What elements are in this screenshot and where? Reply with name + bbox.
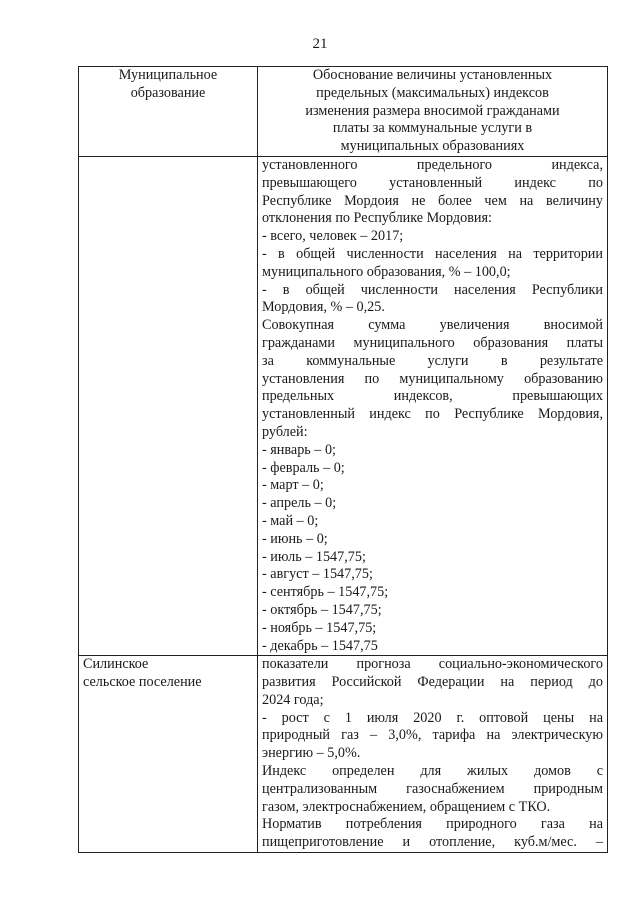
table-row <box>79 656 608 853</box>
header-justification-line: Обоснование величины установленных <box>312 67 553 83</box>
text-line: - декабрь – 1547,75 <box>262 637 378 654</box>
text-line: установленного предельного индекса, <box>262 156 603 173</box>
text-line: - март – 0; <box>262 477 324 494</box>
text-line: - октябрь – 1547,75; <box>262 601 382 618</box>
text-line: рублей: <box>262 423 308 440</box>
text-line: - февраль – 0; <box>262 459 345 476</box>
municipality-name-line: Силинское <box>83 656 149 673</box>
text-line: - май – 0; <box>262 512 319 529</box>
header-justification-line: предельных (максимальных) индексов <box>316 84 549 101</box>
text-line: за коммунальные услуги в результате <box>262 352 603 369</box>
text-line: централизованным газоснабжением природным <box>262 780 603 797</box>
text-line: муниципального образования, % – 100,0; <box>262 263 511 280</box>
text-line: - июль – 1547,75; <box>262 548 366 565</box>
text-line: природный газ – 3,0%, тарифа на электрическую <box>262 727 603 744</box>
indices-table <box>78 66 608 853</box>
text-line: - в общей численности населения Республики <box>262 281 603 298</box>
header-justification-line: изменения размера вносимой гражданами <box>305 102 560 119</box>
text-line: установленный индекс по Республике Мордовия, <box>262 406 603 423</box>
text-line: - апрель – 0; <box>262 495 337 512</box>
text-line: Республике Мордоия не более чем на величину <box>262 192 603 209</box>
justification-cell <box>258 156 608 655</box>
text-line: превышающего установленный индекс по <box>262 174 603 191</box>
justification-cell <box>258 656 608 853</box>
text-line: - сентябрь – 1547,75; <box>262 584 389 601</box>
text-line: предельных индексов, превышающих <box>262 388 603 405</box>
text-line: отклонения по Республике Мордовия: <box>262 210 492 227</box>
text-line: - июнь – 0; <box>262 530 328 547</box>
header-municipality-cell <box>79 67 258 157</box>
header-justification-line: муниципальных образованиях <box>340 138 525 155</box>
text-line: показатели прогноза социально-экономического <box>262 656 603 673</box>
text-line: - август – 1547,75; <box>262 566 373 583</box>
text-line: 2024 года; <box>262 691 324 708</box>
text-line: гражданами муниципального образования платы <box>262 334 603 351</box>
header-justification-line: платы за коммунальные услуги в <box>332 120 533 137</box>
header-justification-cell <box>258 67 608 157</box>
text-line: Индекс определен для жилых домов с <box>262 763 603 780</box>
table-row <box>79 156 608 655</box>
text-line: развития Российской Федерации на период до <box>262 674 603 691</box>
page-number: 21 <box>312 36 328 52</box>
text-line: - всего, человек – 2017; <box>262 228 404 245</box>
municipality-cell-empty <box>79 156 258 655</box>
text-line: - в общей численности населения на территории <box>262 245 603 262</box>
text-line: Мордовия, % – 0,25. <box>262 299 385 316</box>
text-line: энергию – 5,0%. <box>262 745 361 762</box>
text-line: пищеприготовление и отопление, куб.м/мес. – <box>262 834 603 851</box>
text-line: газом, электроснабжением, обращением с ТКО. <box>262 798 551 815</box>
text-line: установления по муниципальному образованию <box>262 370 603 387</box>
municipality-cell <box>79 656 258 853</box>
text-line: Совокупная сумма увеличения вносимой <box>262 317 603 334</box>
text-line: - рост с 1 июля 2020 г. оптовой цены на <box>262 709 603 726</box>
text-line: - ноябрь – 1547,75; <box>262 619 377 636</box>
text-line: - январь – 0; <box>262 441 336 458</box>
municipality-name-line: сельское поселение <box>83 674 202 691</box>
header-municipality-line: Муниципальное <box>118 67 218 83</box>
header-municipality-line: образование <box>130 84 206 101</box>
text-line: Норматив потребления природного газа на <box>262 816 603 833</box>
table-header-row <box>79 67 608 157</box>
